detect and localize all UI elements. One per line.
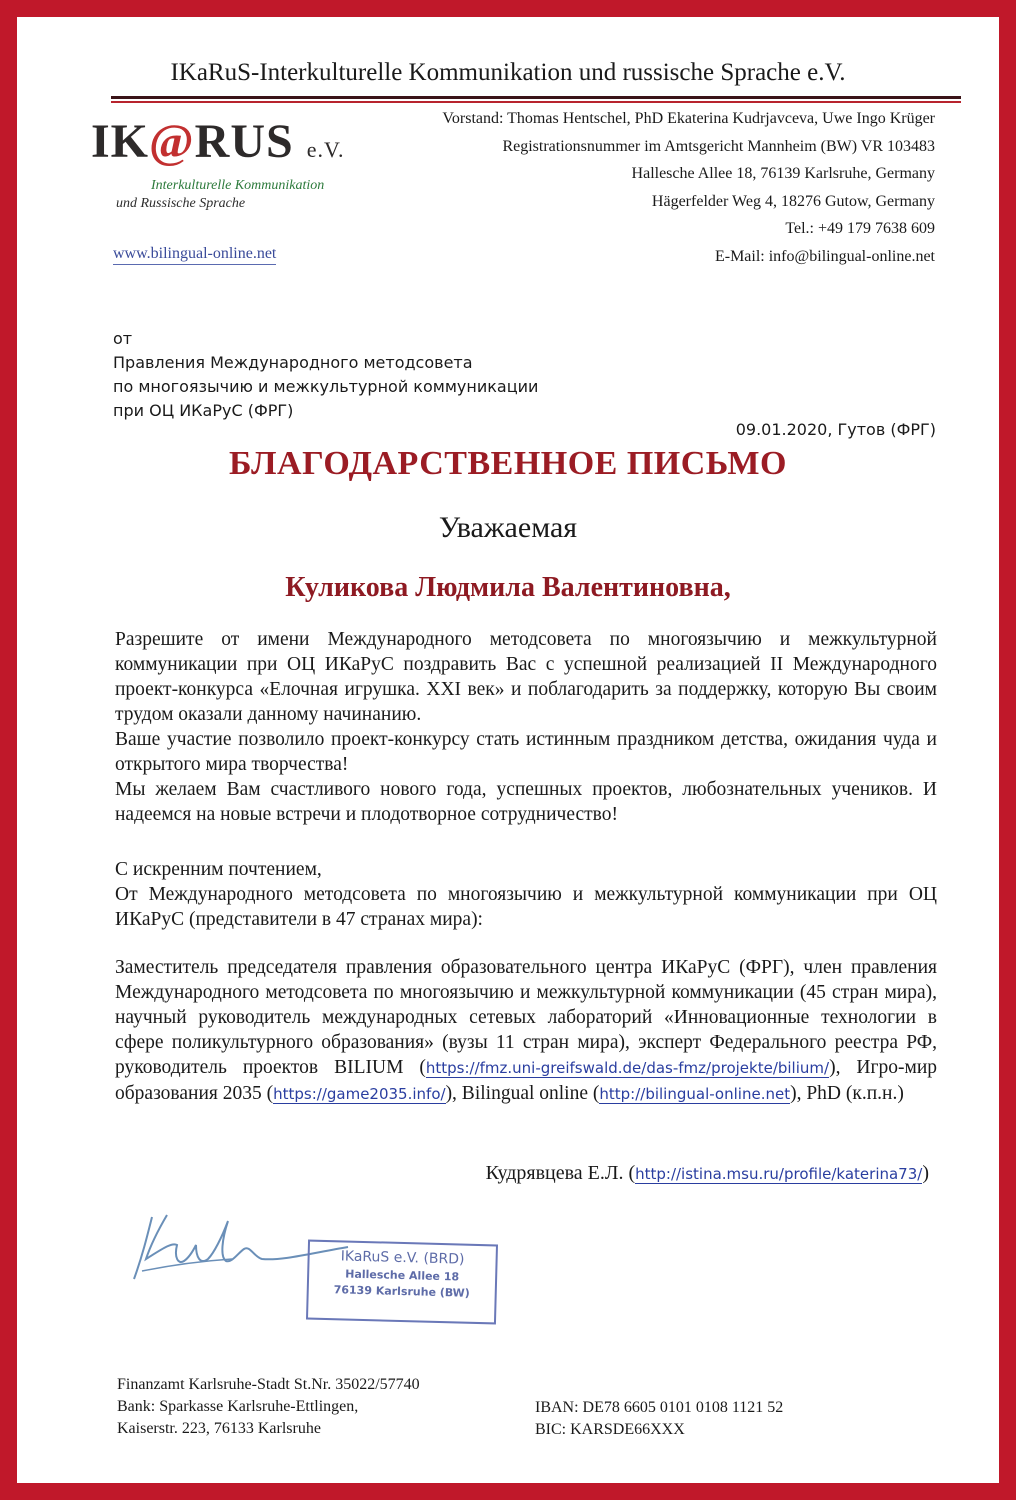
letter-page: [17, 17, 999, 1483]
closing-block: [115, 857, 937, 932]
bic: BIC: KARSDE66XXX: [535, 1421, 685, 1438]
footer-tax-bank: [117, 1374, 420, 1440]
istina-profile-link[interactable]: http://istina.msu.ru/profile/katerina73/: [635, 1165, 923, 1183]
logo-text-rus: RUS: [194, 115, 294, 168]
registration-number: Registrationsnummer im Amtsgericht Mannheim (BW) VR 103483: [502, 137, 935, 155]
greeting: Уважаемая: [438, 511, 578, 544]
organization-stamp: [306, 1240, 498, 1325]
body-paragraph: Ваше участие позволило проект-конкурсу стать истинным праздником детства, ожидания чуда и открытого мира творчества!: [115, 729, 937, 775]
sender-block: [113, 327, 538, 423]
footer-line: Finanzamt Karlsruhe-Stadt St.Nr. 35022/57740: [117, 1376, 420, 1393]
footer-line: Bank: Sparkasse Karlsruhe-Ettlingen,: [117, 1398, 359, 1415]
logo-ev: e.V.: [306, 137, 345, 162]
ikarus-logo: [91, 112, 351, 222]
sender-line: от: [113, 329, 133, 348]
logo-subtitle-1: Interkulturelle Kommunikation: [151, 178, 325, 193]
signatory-credentials: [115, 955, 937, 1107]
footer-line: Kaiserstr. 223, 76133 Karlsruhe: [117, 1420, 321, 1437]
logo-subtitle-2: und Russische Sprache: [116, 196, 246, 211]
sender-line: при ОЦ ИКаРуС (ФРГ): [113, 401, 294, 420]
recipient-name: Куликова Людмила Валентиновна,: [285, 572, 731, 603]
body-paragraph: Разрешите от имени Международного методсовета по многоязычию и межкультурной коммуникации при ОЦ ИКаРуС поздравить Вас с успешной реализацией II Международного проект-конкурса «Елочная игрушка. XXI век» и поблагодарить за поддержку, которую Вы своим трудом оказали данному начинанию.: [115, 629, 937, 725]
address-karlsruhe: Hallesche Allee 18, 76139 Karlsruhe, Germany: [631, 165, 935, 182]
header-divider-accent: [111, 101, 961, 103]
game2035-link[interactable]: https://game2035.info/: [273, 1085, 446, 1103]
website-link[interactable]: www.bilingual-online.net: [113, 245, 276, 265]
stamp-line: 76139 Karlsruhe (BW): [333, 1283, 470, 1300]
board-members: Vorstand: Thomas Hentschel, PhD Ekaterina Kudrjavceva, Uwe Ingo Krüger: [442, 110, 935, 127]
organization-title: IKaRuS-Interkulturelle Kommunikation und russische Sprache e.V.: [170, 59, 846, 86]
stamp-line: Hallesche Allee 18: [345, 1267, 460, 1284]
letter-body: [115, 627, 937, 827]
iban: IBAN: DE78 6605 0101 0108 1121 52: [535, 1399, 784, 1416]
closing-salutation: С искренним почтением,: [115, 859, 322, 880]
organization-details: [442, 105, 935, 270]
bilingual-online-link[interactable]: http://bilingual-online.net: [599, 1085, 791, 1103]
stamp-line: IKaRuS e.V. (BRD): [340, 1248, 465, 1268]
address-gutow: Hägerfelder Weg 4, 18276 Gutow, Germany: [651, 192, 935, 210]
logo-wordmark: [91, 114, 345, 169]
body-paragraph: Мы желаем Вам счастливого нового года, успешных проектов, любознательных учеников. И надеемся на новые встречи и плодотворное сотрудничество!: [115, 779, 937, 825]
footer-bank-codes: [535, 1397, 783, 1441]
header-divider: [111, 96, 961, 99]
logo-at-sign: @: [149, 115, 195, 168]
bilium-link[interactable]: https://fmz.uni-greifswald.de/das-fmz/projekte/bilium/: [425, 1059, 830, 1077]
phone-number: Tel.: +49 179 7638 609: [785, 220, 935, 237]
sender-line: по многоязычию и межкультурной коммуникации: [113, 377, 539, 396]
email-address: E-Mail: info@bilingual-online.net: [714, 247, 935, 265]
signatory-name: Кудрявцева Е.Л. (http://istina.msu.ru/profile/katerina73/): [485, 1162, 929, 1184]
letter-title: БЛАГОДАРСТВЕННОЕ ПИСЬМО: [229, 445, 787, 482]
sender-line: Правления Международного методсовета: [113, 353, 473, 372]
credentials-text: Заместитель председателя правления образовательного центра ИКаРуС (ФРГ), член правления Международного методсовета по многоязычию и межкультурной коммуникации (45 стран мира), научный руководитель международных сетевых лабораторий «Инновационные технологии в сфере поликультурного образования» (вузы 11 стран мира), эксперт Федерального реестра РФ, руководитель проектов BILIUM (https://fmz.uni-greifswald.de/das-fmz/projekte/bilium/), Игро-мир образования 2035 (https://game2035.info/), Bilingual online (http://bilingual-online.net), PhD (к.п.н.): [115, 957, 938, 1104]
closing-from: От Международного методсовета по многоязычию и межкультурной коммуникации при ОЦ ИКаРуС (представители в 47 странах мира):: [115, 884, 937, 930]
date-place: 09.01.2020, Гутов (ФРГ): [735, 420, 936, 439]
logo-text-ik: IK: [91, 115, 150, 168]
